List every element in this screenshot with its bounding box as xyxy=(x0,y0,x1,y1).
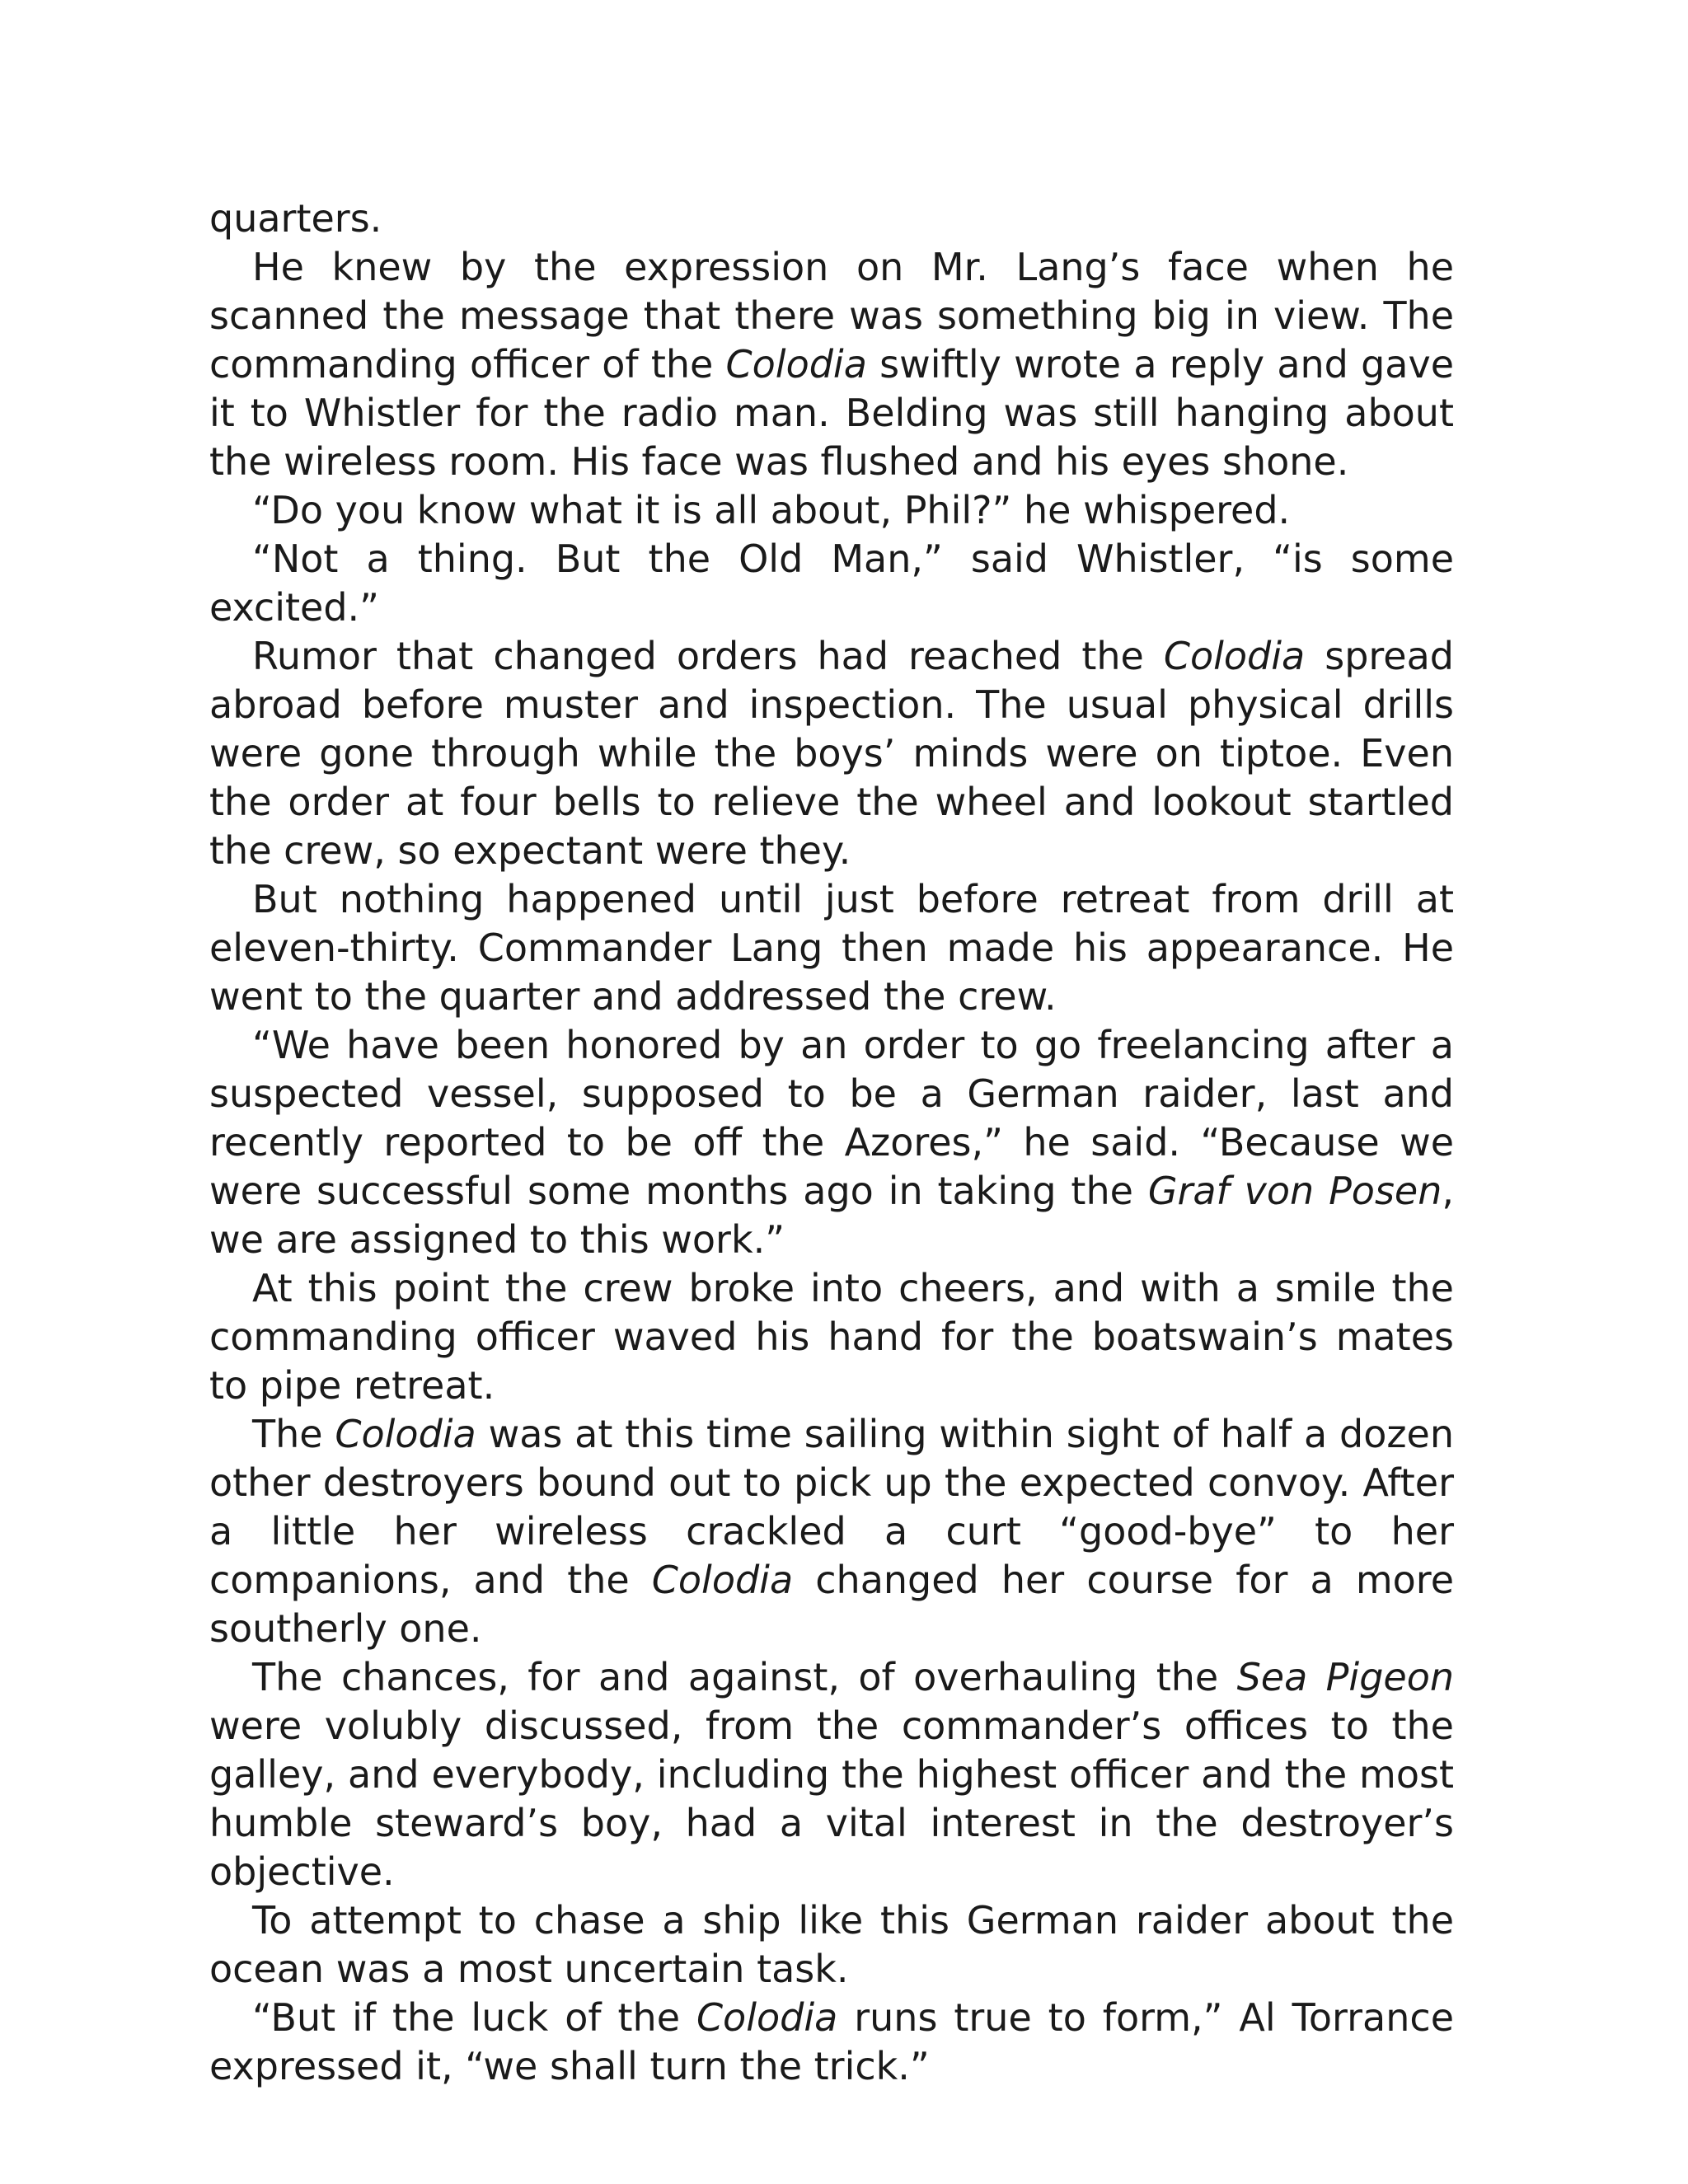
text-run: runs true to form,” Al Torrance expressed it, “we shall turn the trick.” xyxy=(209,1995,1454,2088)
text-run: was at this time sailing within sight of half a dozen other destroyers bound out to pick up the expected convoy. After a little her wireless crackled a curt “good-bye” to her companions, and the xyxy=(209,1412,1454,1602)
paragraph xyxy=(209,1264,1454,1410)
text-run: The xyxy=(252,1412,335,1456)
text-run: He knew by the expression on Mr. Lang’s face when he scanned the message that there was something big in view. The commanding officer of the xyxy=(209,245,1454,387)
italic-title: Sea Pigeon xyxy=(1236,1655,1454,1699)
page-body xyxy=(209,194,1454,2091)
text-run: “We have been honored by an order to go freelancing after a suspected vessel, supposed to be a German raider, last and recently reported to be off the Azores,” he said. “Because we were successful some months ago in taking the xyxy=(209,1023,1454,1213)
text-run: “Do you know what it is all about, Phil?” he whispered. xyxy=(252,488,1291,532)
italic-title: Graf von Posen xyxy=(1147,1169,1442,1213)
paragraph xyxy=(209,194,1454,243)
paragraph xyxy=(209,243,1454,486)
text-run: quarters. xyxy=(209,196,382,241)
paragraph xyxy=(209,632,1454,875)
paragraph xyxy=(209,535,1454,632)
paragraph xyxy=(209,1021,1454,1264)
paragraph xyxy=(209,1410,1454,1653)
italic-title: Colodia xyxy=(651,1558,794,1602)
italic-title: Colodia xyxy=(1163,634,1306,678)
italic-title: Colodia xyxy=(335,1412,476,1456)
paragraph xyxy=(209,486,1454,535)
text-run: But nothing happened until just before retreat from drill at eleven-thirty. Commander Lang then made his appearance. He went to the quarter and addressed the crew. xyxy=(209,877,1454,1019)
text-run: changed her course for a more southerly one. xyxy=(209,1558,1454,1651)
text-run: were volubly discussed, from the commander’s offices to the galley, and everybody, including the highest officer and the most humble steward’s boy, had a vital interest in the destroyer’s objective. xyxy=(209,1704,1454,1894)
text-run: swiftly wrote a reply and gave it to Whistler for the radio man. Belding was still hanging about the wireless room. His face was flushed and his eyes shone. xyxy=(209,342,1455,484)
text-run: At this point the crew broke into cheers, and with a smile the commanding officer waved his hand for the boatswain’s mates to pipe retreat. xyxy=(209,1266,1454,1408)
text-run: Rumor that changed orders had reached the xyxy=(252,634,1164,678)
text-run: The chances, for and against, of overhauling the xyxy=(252,1655,1237,1699)
text-run: “Not a thing. But the Old Man,” said Whistler, “is some excited.” xyxy=(209,537,1454,630)
text-run: , we are assigned to this work.” xyxy=(209,1169,1454,1262)
paragraph xyxy=(209,1896,1454,1994)
paragraph xyxy=(209,1994,1454,2091)
italic-title: Colodia xyxy=(725,342,867,387)
italic-title: Colodia xyxy=(696,1995,838,2040)
paragraph xyxy=(209,1653,1454,1896)
text-run: “But if the luck of the xyxy=(252,1995,696,2040)
text-run: To attempt to chase a ship like this German raider about the ocean was a most uncertain task. xyxy=(209,1898,1454,1991)
text-run: spread abroad before muster and inspection. The usual physical drills were gone through while the boys’ minds were on tiptoe. Even the order at four bells to relieve the wheel and lookout startled the crew, so expectant were they. xyxy=(209,634,1454,873)
paragraph xyxy=(209,875,1454,1021)
